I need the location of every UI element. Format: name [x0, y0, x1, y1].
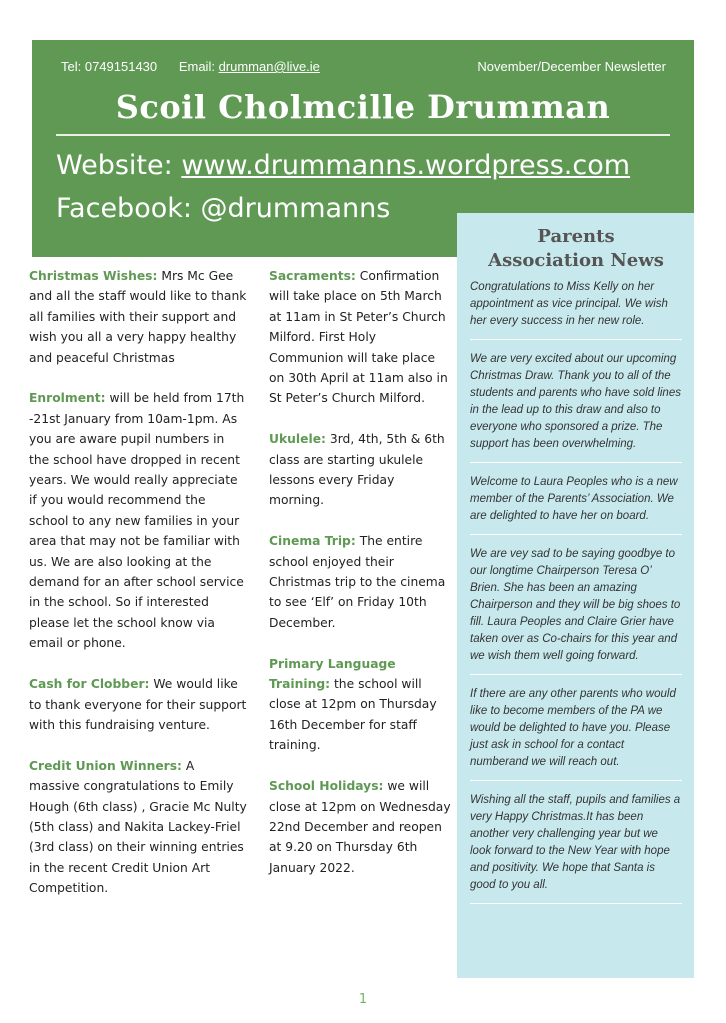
header-divider: [56, 134, 670, 136]
panel-title-line: Parents: [537, 226, 615, 247]
news-item: [269, 531, 452, 633]
news-heading: Enrolment:: [29, 391, 106, 406]
news-heading: Sacraments:: [269, 269, 356, 283]
pa-news-item: We are vey sad to be saying goodbye to our longtime Chairperson Teresa O’ Brien. She has been an amazing Chairperson and they will be big shoes to fill. Laura Peoples and Claire Grier have taken over as Co-chairs for this year and we wish them well going forward.: [470, 546, 682, 675]
school-name: Scoil Cholmcille Drumman: [115, 88, 611, 126]
pa-news-item: Welcome to Laura Peoples who is a new member of the Parents’ Association. We are delighted to have her on board.: [470, 474, 682, 535]
news-item: [29, 388, 247, 653]
news-heading: Cinema Trip:: [269, 534, 356, 549]
news-text: 3rd, 4th, 5th & 6th class are starting ukulele lessons every Friday morning.: [269, 432, 445, 508]
pa-news-item: If there are any other parents who would like to become members of the PA we would be delighted to have you. Please just ask in school for a contact numberand we will reach out.: [470, 686, 682, 781]
parents-association-panel: [457, 213, 694, 978]
news-item: [29, 756, 247, 899]
news-item: [29, 266, 247, 368]
page-number: 1: [358, 992, 368, 1007]
pa-news-item: Wishing all the staff, pupils and families a very Happy Christmas.It has been another very challenging year but we look forward to the New Year with hope and positivity. We hope that Santa is good to you all.: [470, 792, 682, 904]
news-heading: School Holidays:: [269, 779, 384, 794]
email-link[interactable]: drumman@live.ie: [218, 59, 320, 74]
website-line: [56, 144, 630, 187]
email-label: Email:: [178, 59, 219, 74]
panel-title: [470, 225, 682, 273]
news-heading: Credit Union Winners:: [29, 758, 182, 773]
news-text: Mrs Mc Gee and all the staff would like to thank all families with their support and wish you all a very happy healthy and peaceful Christmas: [29, 269, 247, 365]
news-heading: Cash for Clobber:: [29, 677, 150, 692]
left-column: [29, 266, 247, 919]
pa-news-item: Congratulations to Miss Kelly on her appointment as vice principal. We wish her every success in her new role.: [470, 279, 682, 340]
website-label: Website:: [56, 150, 182, 181]
news-text: Confirmation will take place on 5th March at 11am in St Peter’s Church Milford. First Holy Communion will take place on 30th April at 11am also in St Peter’s Church Milford.: [269, 269, 448, 406]
news-text: will be held from 17th -21st January from 10am-1pm. As you are aware pupil numbers in the school have dropped in recent years. We would really appreciate if you would recommend the school to any new families in your area that may not be familiar with us. We are also looking at the demand for an after school service in the school. So if interested please let the school know via email or phone.: [29, 391, 245, 651]
facebook-line: Facebook: @drummanns: [56, 193, 391, 224]
pa-news-item: We are very excited about our upcoming Christmas Draw. Thank you to all of the students and parents who have sold lines in the lead up to this draw and also to everyone who sponsored a prize. The support has been overwhelming.: [470, 351, 682, 463]
news-text: A massive congratulations to Emily Hough (6th class) , Gracie Mc Nulty (5th class) and Nakita Lackey-Friel (3rd class) on their winning entries in the recent Credit Union Art Competition.: [29, 758, 247, 896]
middle-column: [269, 266, 452, 899]
news-text: We would like to thank everyone for their support with this fundraising venture.: [29, 677, 247, 732]
news-item: [269, 776, 452, 878]
phone-number: Tel: 0749151430: [61, 59, 158, 74]
newsletter-label: November/December Newsletter: [477, 59, 666, 74]
news-item: [269, 654, 452, 756]
website-link[interactable]: www.drummanns.wordpress.com: [181, 150, 631, 181]
news-text: we will close at 12pm on Wednesday 22nd December and reopen at 9.20 on Thursday 6th January 2022.: [269, 779, 451, 875]
news-heading: Primary Language Training:: [269, 656, 396, 692]
news-item: [29, 674, 247, 735]
news-item: [269, 266, 452, 409]
news-text: the school will close at 12pm on Thursday 16th December for staff training.: [269, 677, 437, 753]
news-heading: Ukulele:: [269, 432, 326, 447]
news-heading: Christmas Wishes:: [29, 269, 158, 283]
news-text: The entire school enjoyed their Christmas trip to the cinema to see ‘Elf’ on Friday 10th December.: [269, 534, 446, 630]
contact-line: [61, 59, 666, 74]
panel-title-line: Association News: [488, 250, 664, 271]
news-item: [269, 429, 452, 511]
